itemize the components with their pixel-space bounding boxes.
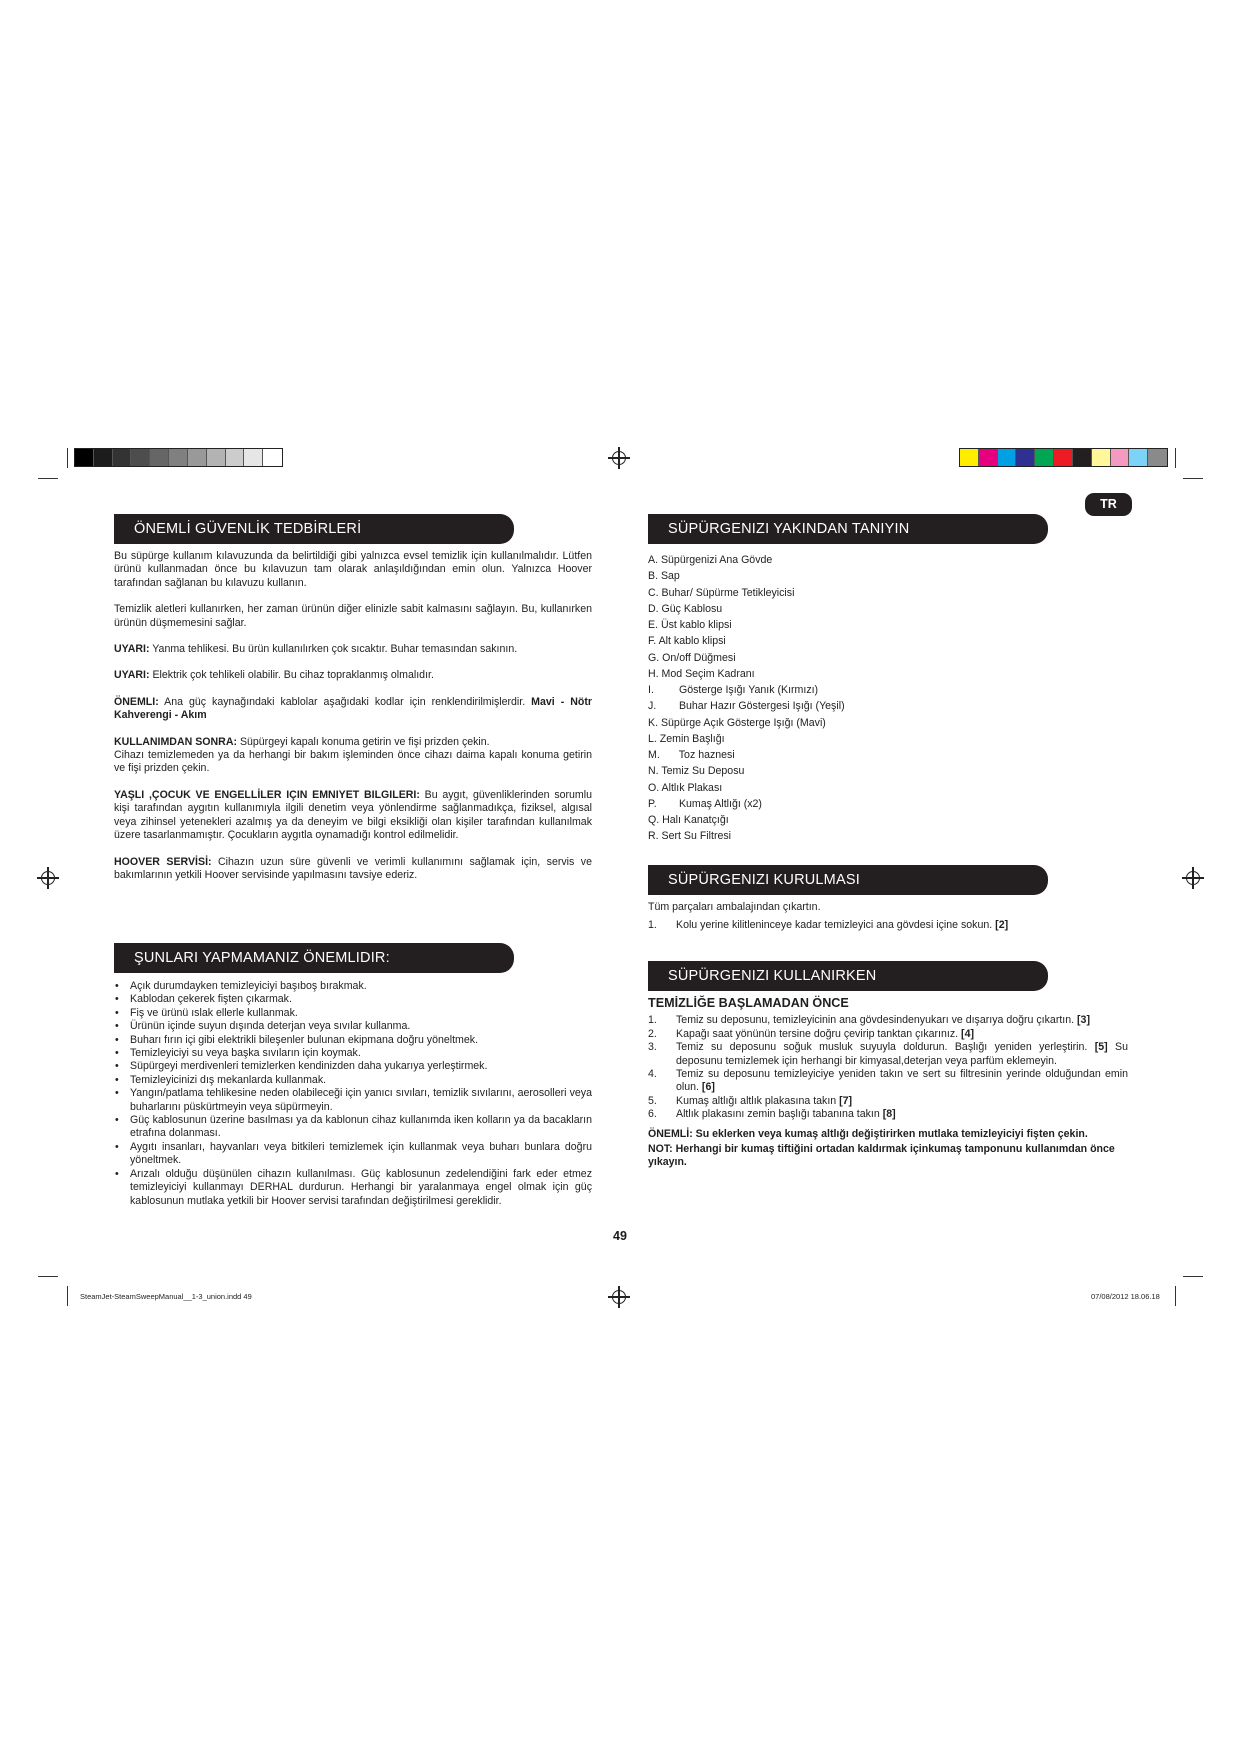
part-key: I. — [648, 684, 654, 696]
part-item — [648, 568, 1088, 584]
warning-burn — [114, 643, 592, 656]
step-item — [648, 1028, 1128, 1041]
text: Ana güç kaynağındaki kablolar aşağıdaki kodlar için renklendirilmişlerdir. — [158, 695, 526, 708]
part-key: K. — [648, 716, 659, 729]
dont-item: • Ürünün içinde suyun dışında deterjan veya sıvılar kullanma. — [114, 1020, 592, 1033]
gray-swatch — [226, 449, 245, 466]
donts-section — [114, 980, 592, 1208]
step-text: Kolu yerine kilitleninceye kadar temizleyici ana gövdesi içine sokun. — [676, 919, 993, 932]
part-key: N. — [648, 765, 659, 778]
figure-ref: [3] — [1074, 1014, 1090, 1027]
figure-ref: [4] — [958, 1027, 974, 1040]
step-number: 3. — [648, 1041, 657, 1054]
registration-mark-top — [612, 451, 626, 465]
part-key: P. — [648, 797, 657, 810]
dont-item: • Buharı fırın içi gibi elektrikli bileşenler bulunan ekipmana doğru yöneltmek. — [114, 1034, 592, 1047]
dont-item: • Fiş ve ürünü ıslak ellerle kullanmak. — [114, 1007, 592, 1020]
step-text: Temiz su deposunu temizleyiciye yeniden takın ve sert su filtresinin yerinde olduğundan emin olun. — [676, 1068, 1128, 1094]
part-item — [648, 633, 1088, 649]
gray-swatch — [244, 449, 263, 466]
dont-item: • Yangın/patlama tehlikesine neden olabileceği için yanıcı sıvıları, temizlik sıvılarını, aerosolleri veya buharlarını püskürtmeyin veya süpürmeyin. — [114, 1087, 592, 1114]
dont-item: • Süpürgeyi merdivenleri temizlerken kendinizden daha yukarıya yerleştirmek. — [114, 1060, 592, 1073]
part-key: O. — [648, 781, 660, 794]
color-swatch — [1035, 449, 1054, 466]
grayscale-bar — [74, 448, 283, 467]
part-label: Sap — [660, 570, 680, 583]
step-number: 5. — [648, 1094, 657, 1107]
part-label: Altlık Plakası — [661, 781, 723, 794]
dont-item: • Aygıtı insanları, hayvanları veya bitkileri temizlemek için kullanmak veya buharı bunlara doğru yöneltmek. — [114, 1141, 592, 1168]
crop-mark — [1183, 1276, 1203, 1277]
label: UYARI: — [114, 643, 150, 656]
text: Cihazın uzun süre güvenli ve verimli kullanımını sağlamak için, servis ve bakımlarının yetkili Hoover servisinde yapılmasını tavsiye ederiz. — [114, 855, 592, 881]
step-text: Kumaş altlığı altlık plakasına takın — [676, 1094, 837, 1107]
part-key: E. — [648, 619, 659, 631]
crop-mark — [1175, 1286, 1176, 1306]
registration-mark-right — [1186, 871, 1200, 885]
gray-swatch — [113, 449, 132, 466]
step-number: 1. — [648, 1014, 657, 1027]
crop-mark — [67, 1286, 68, 1306]
gray-swatch — [75, 449, 94, 466]
registration-mark-bottom — [612, 1290, 626, 1304]
using-section — [648, 997, 1128, 1170]
assembly-section — [648, 901, 1128, 933]
dont-item: • Arızalı olduğu düşünülen cihazın kullanılması. Güç kablosunun zedelendiğini fark eder etmez temizleyiciyi kullanmayı DERHAL durdurun. Herhangi bir yaralanmaya engel olmak için güç kablosunun mutlaka yetkili bir Hoover servisi tarafından değiştirilmesi gereklidir. — [114, 1168, 592, 1208]
label: HOOVER SERVİSİ: — [114, 855, 212, 868]
text: Bu aygıt, güvenliklerinden sorumlu kişi tarafından aygıtın kullanımıyla ilgili denetim veya yönlendirme sağlanmadıkça, fiziksel, algısal veya zihinsel yetenekleri azalmış ya da deneyim ve bilgi eksikliği olan kişiler tarafından kullanılmak üzere tasarlanmamıştır. Çocukların aygıtla oynamadığı kontrol edilmelidir. — [114, 788, 592, 842]
step-item — [648, 919, 1128, 932]
parts-section — [648, 552, 1088, 845]
using-subtitle: TEMİZLİĞE BAŞLAMADAN ÖNCE — [648, 996, 849, 1010]
part-item — [648, 617, 1088, 633]
footer-timestamp: 07/08/2012 18.06.18 — [1091, 1292, 1160, 1301]
part-label: Zemin Başlığı — [659, 732, 725, 745]
parts-list — [648, 552, 1088, 845]
part-item — [648, 666, 1088, 682]
wire-codes: Mavi - Nötr Kahverengi - Akım — [114, 695, 592, 722]
part-key: C. — [648, 586, 659, 599]
figure-ref: [7] — [836, 1094, 853, 1107]
crop-mark — [67, 448, 68, 468]
section-header-know: SÜPÜRGENIZI YAKINDAN TANIYIN — [648, 514, 1048, 544]
color-swatch — [1054, 449, 1073, 466]
assembly-steps — [648, 919, 1128, 932]
part-label: Kumaş Altlığı (x2) — [678, 797, 762, 810]
part-label: Güç Kablosu — [661, 602, 723, 615]
part-label: Süpürgenizi Ana Gövde — [660, 554, 773, 566]
part-label: Gösterge Işığı Yanık (Kırmızı) — [678, 684, 819, 696]
part-label: Mod Seçim Kadranı — [661, 667, 755, 680]
figure-ref: [5] — [1087, 1041, 1108, 1054]
part-label: Buhar Hazır Göstergesi Işığı (Yeşil) — [678, 700, 845, 713]
part-key: Q. — [648, 814, 660, 826]
step-number: 6. — [648, 1108, 657, 1121]
label: YAŞLI ,ÇOCUK VE ENGELLİLER IÇIN EMNIYET BILGILERI: — [114, 788, 420, 801]
part-label: Sert Su Filtresi — [661, 830, 732, 843]
color-swatch — [979, 449, 998, 466]
part-label: Temiz Su Deposu — [661, 765, 745, 778]
dont-item: • Kablodan çekerek fişten çıkarmak. — [114, 993, 592, 1006]
note-important: ÖNEMLİ: Su eklerken veya kumaş altlığı değiştirirken mutlaka temizleyiciyi fişten çekin. — [648, 1127, 1088, 1140]
registration-mark-left — [41, 871, 55, 885]
step-item — [648, 1041, 1128, 1068]
part-label: Halı Kanatçığı — [662, 814, 729, 826]
dont-item: • Açık durumdayken temizleyiciyi başıboş bırakmak. — [114, 980, 592, 993]
part-item — [648, 780, 1088, 796]
part-item — [648, 828, 1088, 844]
part-item — [648, 585, 1088, 601]
color-swatch — [1073, 449, 1092, 466]
step-text: Altlık plakasını zemin başlığı tabanına takın — [676, 1108, 880, 1121]
part-key: G. — [648, 651, 660, 664]
section-header-donts: ŞUNLARI YAPMAMANIZ ÖNEMLIDIR: — [114, 943, 514, 973]
part-key: D. — [648, 602, 659, 615]
note-lint: NOT: Herhangi bir kumaş tiftiğini ortadan kaldırmak içinkumaş tamponunu kullanımdan önce yıkayın. — [648, 1143, 1115, 1169]
part-key: H. — [648, 667, 659, 680]
color-swatch — [1148, 449, 1167, 466]
text: Elektrik çok tehlikeli olabilir. Bu cihaz topraklanmış olmalıdır. — [149, 669, 434, 682]
part-label: Süpürge Açık Gösterge Işığı (Mavi) — [660, 716, 826, 729]
part-item — [648, 715, 1088, 731]
step-text: Kapağı saat yönünün tersine doğru çevirip tanktan çıkarınız. — [676, 1027, 959, 1040]
gray-swatch — [188, 449, 207, 466]
part-item — [648, 763, 1088, 779]
color-swatch — [1129, 449, 1148, 466]
part-item — [648, 650, 1088, 666]
page-number: 49 — [613, 1229, 627, 1243]
crop-mark — [1175, 448, 1176, 468]
part-key: L. — [648, 732, 657, 745]
part-key: B. — [648, 570, 659, 583]
label: ÖNEMLI: — [114, 695, 159, 708]
important-wiring — [114, 696, 592, 723]
part-key: M. — [648, 749, 660, 761]
step-text: Temiz su deposunu soğuk musluk suyuyla doldurun. Başlığı yeniden yerleştirin. — [676, 1041, 1088, 1054]
section-header-using: SÜPÜRGENIZI KULLANIRKEN — [648, 961, 1048, 991]
color-swatch — [998, 449, 1017, 466]
label: KULLANIMDAN SONRA: — [114, 735, 237, 748]
step-item — [648, 1068, 1128, 1095]
safety-paragraph: Bu süpürge kullanım kılavuzunda da belirtildiği gibi yalnızca evsel temizlik için kullanılmalıdır. Lütfen ürünü kullanmadan önce bu kılavuzun tam olarak anlaşıldığından emin olun. Yalnızca Hoover tarafından sağlanan bu kılavuzu kullanın. — [114, 550, 592, 589]
gray-swatch — [94, 449, 113, 466]
hoover-service — [114, 856, 592, 883]
figure-ref: [8] — [879, 1108, 896, 1121]
step-item — [648, 1108, 1128, 1121]
label: UYARI: — [114, 669, 150, 682]
step-text: Temiz su deposunu, temizleyicinin ana gövdesindenyukarı ve dışarıya doğru çıkartın. — [676, 1014, 1075, 1027]
color-swatch — [1092, 449, 1111, 466]
color-bar — [959, 448, 1168, 467]
part-label: Üst kablo klipsi — [660, 619, 732, 631]
figure-ref: [2] — [992, 919, 1009, 932]
crop-mark — [1183, 478, 1203, 479]
dont-item: • Güç kablosunun üzerine basılması ya da kablonun cihaz kullanımda iken kolların ya da bacakların etrafına dolanması. — [114, 1114, 592, 1141]
part-label: Toz haznesi — [678, 749, 735, 761]
part-key: F. — [648, 635, 657, 648]
part-label: Alt kablo klipsi — [658, 635, 726, 648]
part-item — [648, 812, 1088, 828]
step-item — [648, 1095, 1128, 1108]
step-number: 4. — [648, 1068, 657, 1081]
part-label: On/off Düğmesi — [662, 651, 736, 664]
part-label: Buhar/ Süpürme Tetikleyicisi — [661, 586, 795, 599]
color-swatch — [960, 449, 979, 466]
after-use — [114, 736, 592, 749]
gray-swatch — [169, 449, 188, 466]
using-steps — [648, 1014, 1128, 1121]
safety-section — [114, 550, 592, 882]
crop-mark — [38, 1276, 58, 1277]
after-use-detail: Cihazı temizlemeden ya da herhangi bir bakım işleminden önce cihazı daima kapalı konuma getirin ve fişi prizden çekin. — [114, 749, 592, 775]
part-item — [648, 747, 1088, 763]
language-badge: TR — [1085, 493, 1132, 516]
part-item — [648, 601, 1088, 617]
assembly-intro: Tüm parçaları ambalajından çıkartın. — [648, 901, 821, 913]
figure-ref: [6] — [698, 1081, 715, 1094]
gray-swatch — [150, 449, 169, 466]
step-text: Su deposunu temizlemek için herhangi bir kimyasal,deterjan veya parfüm eklemeyin. — [676, 1041, 1128, 1067]
donts-list — [114, 980, 592, 1208]
warning-electric — [114, 669, 592, 682]
crop-mark — [38, 478, 58, 479]
color-swatch — [1111, 449, 1130, 466]
footer-filename: SteamJet-SteamSweepManual__1-3_union.indd 49 — [80, 1292, 252, 1301]
text: Süpürgeyi kapalı konuma getirin ve fişi prizden çekin. — [237, 735, 490, 748]
part-key: R. — [648, 830, 659, 843]
part-key: A. — [648, 554, 659, 566]
part-item — [648, 552, 1088, 568]
part-item — [648, 731, 1088, 747]
part-item — [648, 698, 1088, 714]
gray-swatch — [207, 449, 226, 466]
step-number: 1. — [648, 919, 657, 932]
section-header-safety: ÖNEMLİ GÜVENLİK TEDBİRLERİ — [114, 514, 514, 544]
part-item — [648, 682, 1088, 698]
part-item — [648, 796, 1088, 812]
safety-paragraph: Temizlik aletleri kullanırken, her zaman ürünün diğer elinizle sabit kalmasını sağlayın. Bu, kullanırken ürünün düşmemesini sağlar. — [114, 603, 592, 629]
color-swatch — [1016, 449, 1035, 466]
step-number: 2. — [648, 1027, 657, 1040]
text: Yanma tehlikesi. Bu ürün kullanılırken çok sıcaktır. Buhar temasından sakının. — [149, 643, 518, 656]
elderly-children-info — [114, 789, 592, 843]
part-key: J. — [648, 700, 657, 713]
section-header-assembly: SÜPÜRGENIZI KURULMASI — [648, 865, 1048, 895]
dont-item: • Temizleyicinizi dış mekanlarda kullanmak. — [114, 1074, 592, 1087]
gray-swatch — [263, 449, 282, 466]
gray-swatch — [131, 449, 150, 466]
dont-item: • Temizleyiciyi su veya başka sıvıların için koymak. — [114, 1047, 592, 1060]
step-item — [648, 1014, 1128, 1027]
